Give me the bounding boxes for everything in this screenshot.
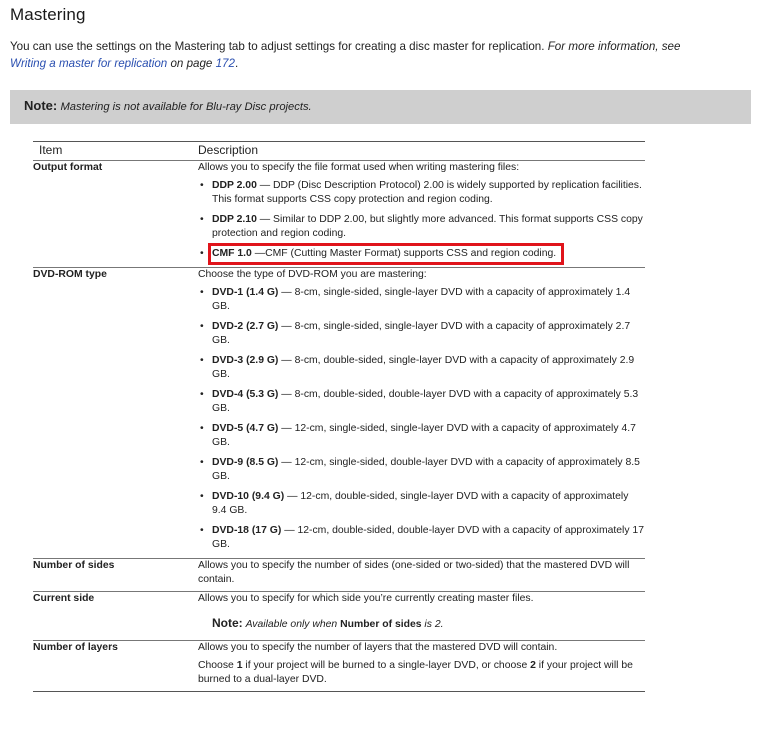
description-text: Allows you to specify the number of sides (one-sided or two-sided) that the mastered DVD will contain.: [198, 560, 630, 585]
row-description: [198, 559, 645, 592]
term: DDP 2.10: [212, 214, 257, 225]
term: DVD-2 (2.7 G): [212, 321, 279, 332]
term: DVD-1 (1.4 G): [212, 287, 279, 298]
table-header-row: [33, 142, 645, 161]
inline-note-pre: Available only when: [245, 619, 338, 630]
description-text: Allows you to specify the number of layers that the mastered DVD will contain.: [198, 642, 558, 653]
intro-paragraph: [10, 38, 750, 72]
term-text: — 12-cm, double-sided, single-layer DVD with a capacity of approximately 9.4 GB.: [212, 491, 629, 516]
inline-note-post: is 2.: [424, 619, 444, 630]
list-item: [198, 388, 645, 416]
row-label-current-side: Current side: [33, 592, 198, 641]
term: DVD-3 (2.9 G): [212, 355, 279, 366]
row-description: [198, 641, 645, 692]
intro-period: .: [234, 57, 239, 70]
term-text: — 12-cm, single-sided, double-layer DVD with a capacity of approximately 8.5 GB.: [212, 457, 640, 482]
row-label-dvd-rom-type: DVD-ROM type: [33, 268, 198, 559]
row-description: [198, 268, 645, 559]
table-row: [33, 161, 645, 268]
table-row: [33, 559, 645, 592]
column-header-item: Item: [33, 142, 198, 161]
note-label: Note:: [24, 98, 58, 113]
list-item: [198, 179, 645, 207]
term-text: — 8-cm, single-sided, single-layer DVD with a capacity of approximately 1.4 GB.: [212, 287, 631, 312]
list-item: [198, 422, 645, 450]
term-text: —CMF (Cutting Master Format) supports CSS and region coding.: [254, 248, 557, 259]
page-title: Mastering: [10, 5, 86, 24]
term-text: — 8-cm, double-sided, single-layer DVD with a capacity of approximately 2.9 GB.: [212, 355, 635, 380]
intro-more-prefix: For more information, see: [547, 40, 681, 53]
list-item: [198, 354, 645, 382]
row-description: [198, 161, 645, 268]
note-box: [10, 90, 751, 124]
bold-value: 1: [236, 660, 243, 671]
term: DVD-5 (4.7 G): [212, 423, 279, 434]
layers-choice-text: [198, 659, 645, 687]
text-span: Choose: [198, 660, 234, 671]
bold-value: 2: [530, 660, 536, 671]
list-item: [198, 213, 645, 241]
inline-note: [212, 616, 645, 632]
term-text: — 8-cm, double-sided, double-layer DVD with a capacity of approximately 5.3 GB.: [212, 389, 639, 414]
list-item: [198, 524, 645, 552]
text-span: if your project will be burned to a single-layer DVD, or choose: [245, 660, 528, 671]
list-item: [198, 456, 645, 484]
list-item: [198, 286, 645, 314]
description-text: Choose the type of DVD-ROM you are mastering:: [198, 269, 427, 280]
row-description: [198, 592, 645, 641]
term-text: — 12-cm, single-sided, single-layer DVD with a capacity of approximately 4.7 GB.: [212, 423, 636, 448]
table-row: [33, 641, 645, 692]
row-label-output-format: Output format: [33, 161, 198, 268]
column-header-description: Description: [198, 142, 645, 161]
term-text: — 12-cm, double-sided, double-layer DVD with a capacity of approximately 17 GB.: [212, 525, 644, 550]
term: CMF 1.0: [212, 248, 252, 259]
note-text: Mastering is not available for Blu-ray Disc projects.: [60, 101, 312, 113]
table-row: [33, 268, 645, 559]
list-item: [198, 490, 645, 518]
settings-table: [33, 141, 645, 692]
page-ref-text: on page: [170, 57, 213, 70]
term: DVD-10 (9.4 G): [212, 491, 285, 502]
inline-note-label: Note:: [212, 616, 243, 630]
term: DDP 2.00: [212, 180, 257, 191]
table-row: [33, 592, 645, 641]
term: DVD-9 (8.5 G): [212, 457, 279, 468]
bullet-list: [198, 179, 645, 261]
list-item: [198, 247, 645, 261]
term: DVD-4 (5.3 G): [212, 389, 279, 400]
page-number-link[interactable]: 172: [215, 57, 235, 70]
highlight-box: [212, 247, 560, 261]
list-item: [198, 320, 645, 348]
description-text: Allows you to specify the file format used when writing mastering files:: [198, 162, 520, 173]
bullet-list: [198, 286, 645, 552]
term-text: — 8-cm, single-sided, single-layer DVD with a capacity of approximately 2.7 GB.: [212, 321, 631, 346]
description-text: Allows you to specify for which side you’re currently creating master files.: [198, 593, 534, 604]
master-link[interactable]: Writing a master for replication: [10, 57, 168, 70]
term-text: — Similar to DDP 2.00, but slightly more advanced. This format supports CSS copy protection and region coding.: [212, 214, 643, 239]
inline-note-bold: Number of sides: [340, 619, 422, 630]
intro-text: You can use the settings on the Mastering tab to adjust settings for creating a disc master for replication.: [10, 40, 545, 53]
term: DVD-18 (17 G): [212, 525, 282, 536]
term-text: — DDP (Disc Description Protocol) 2.00 is widely supported by replication facilities. This format supports CSS copy protection and region coding.: [212, 180, 642, 205]
row-label-number-of-layers: Number of layers: [33, 641, 198, 692]
row-label-number-of-sides: Number of sides: [33, 559, 198, 592]
text-span: if your project will be burned to a dual-layer DVD.: [198, 660, 633, 685]
